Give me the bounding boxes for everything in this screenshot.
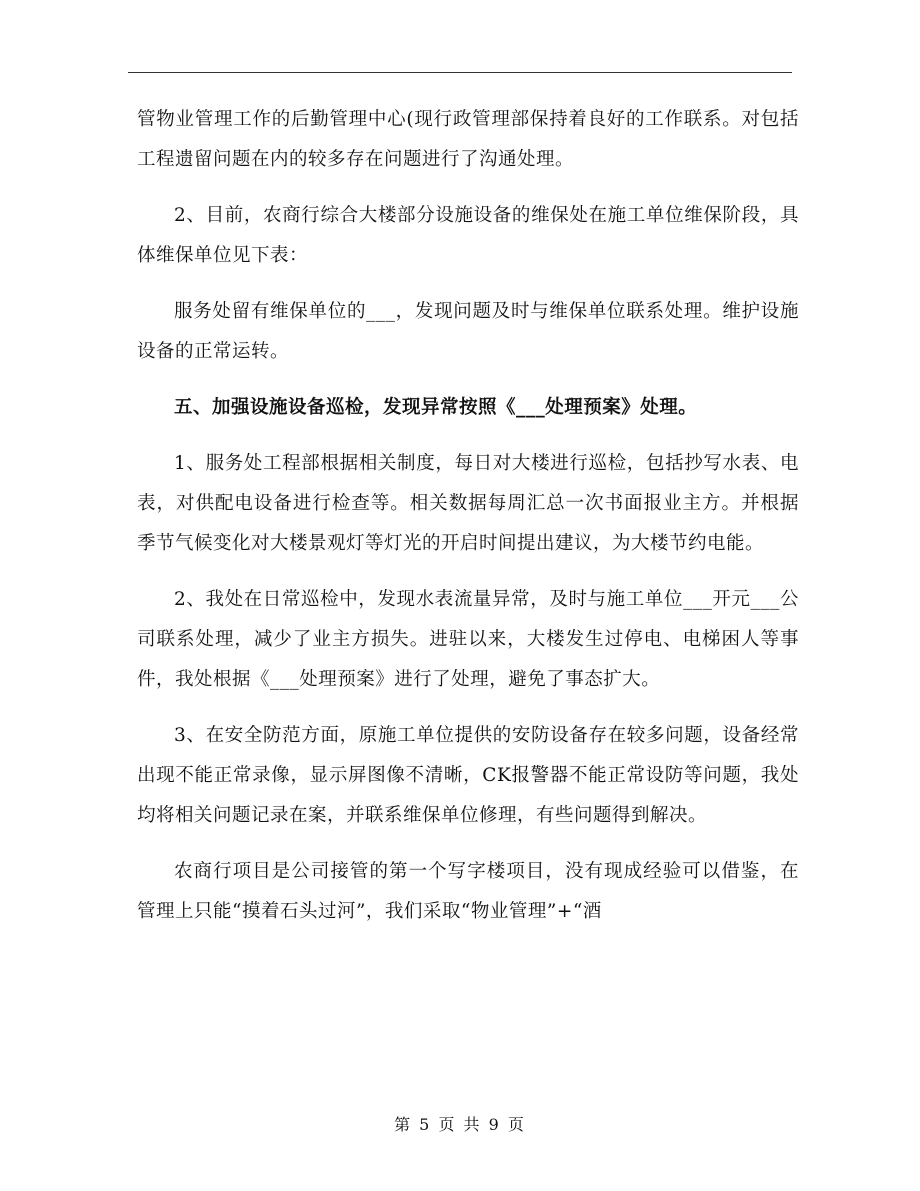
paragraph-anomaly-handling: 2、我处在日常巡检中，发现水表流量异常，及时与施工单位___开元___公司联系处理，减少了业主方损失。进驻以来，大楼发生过停电、电梯困人等事件，我处根据《___处理预案》进行了处理，避免了事态扩大。	[137, 589, 799, 690]
paragraph-maintenance-contacts: 服务处留有维保单位的___，发现问题及时与维保单位联系处理。维护设施设备的正常运转。	[137, 301, 799, 362]
header-rule	[128, 72, 792, 73]
paragraph-maintenance-status: 2、目前，农商行综合大楼部分设施设备的维保处在施工单位维保阶段，具体维保单位见下表：	[137, 205, 799, 266]
paragraph-daily-inspection: 1、服务处工程部根据相关制度，每日对大楼进行巡检，包括抄写水表、电表，对供配电设备进行检查等。相关数据每周汇总一次书面报业主方。并根据季节气候变化对大楼景观灯等灯光的开启时间提出建议，为大楼节约电能。	[137, 453, 799, 554]
paragraph-continuation: 管物业管理工作的后勤管理中心(现行政管理部保持着良好的工作联系。对包括工程遗留问题在内的较多存在问题进行了沟通处理。	[137, 109, 799, 170]
page-number-footer: 第 5 页 共 9 页	[394, 1115, 526, 1134]
paragraph-project-experience: 农商行项目是公司接管的第一个写字楼项目，没有现成经验可以借鉴，在管理上只能“摸着石头过河”，我们采取“物业管理”+“酒	[137, 861, 799, 922]
paragraph-security: 3、在安全防范方面，原施工单位提供的安防设备存在较多问题，设备经常出现不能正常录像，显示屏图像不清晰，CK报警器不能正常设防等问题，我处均将相关问题记录在案，并联系维保单位修理，有些问题得到解决。	[137, 725, 799, 826]
section-heading-five: 五、加强设施设备巡检，发现异常按照《___处理预案》处理。	[174, 397, 698, 418]
document-body	[137, 100, 799, 948]
